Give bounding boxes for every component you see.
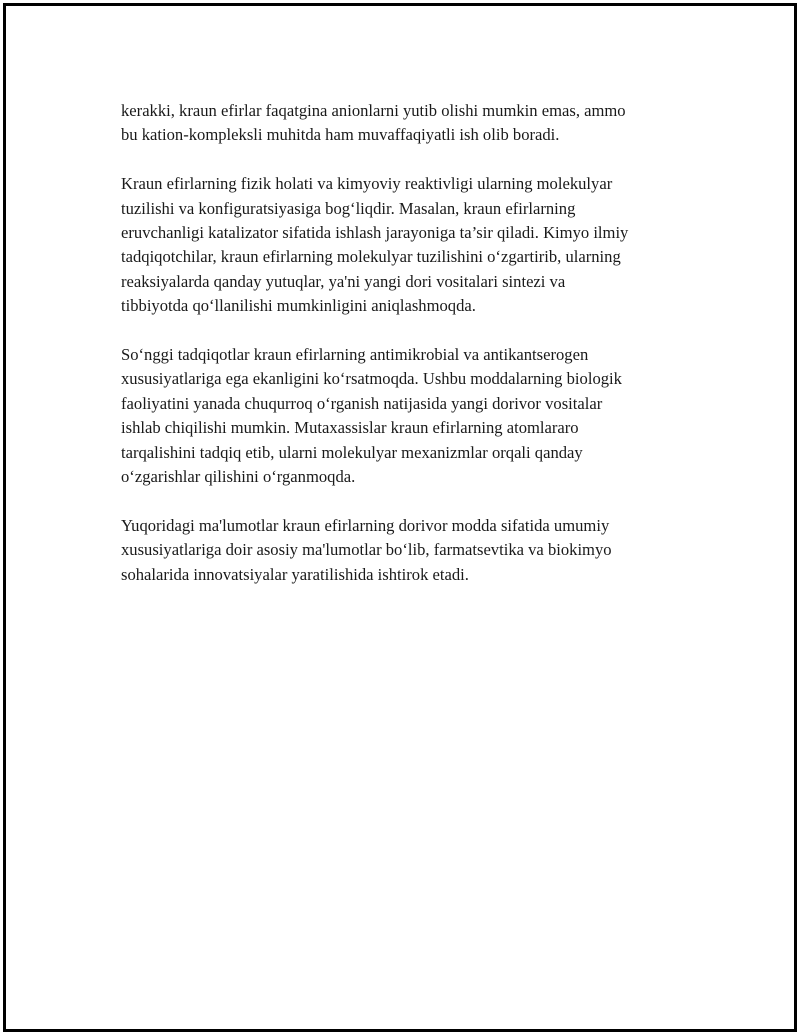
- paragraph-3: [121, 343, 711, 489]
- text-line: xususiyatlariga ega ekanligini ko‘rsatmoqda. Ushbu moddalarning biologik: [121, 369, 622, 389]
- text-line: eruvchanligi katalizator sifatida ishlash jarayoniga ta’sir qiladi. Kimyo ilmiy: [121, 223, 629, 243]
- text-line: tadqiqotchilar, kraun efirlarning molekulyar tuzilishini o‘zgartirib, ularning: [121, 247, 621, 267]
- text-line: tarqalishini tadqiq etib, ularni molekulyar mexanizmlar orqali qanday: [121, 442, 583, 462]
- text-line: ishlab chiqilishi mumkin. Mutaxassislar kraun efirlarning atomlararo: [121, 418, 579, 438]
- text-line: Yuqoridagi ma'lumotlar kraun efirlarning dorivor modda sifatida umumiy: [121, 515, 610, 535]
- document-body: [121, 99, 711, 611]
- text-line: reaksiyalarda qanday yutuqlar, ya'ni yangi dori vositalari sintezi va: [121, 271, 566, 291]
- text-line: tibbiyotda qo‘llanilishi mumkinligini aniqlashmoqda.: [121, 296, 476, 316]
- text-line: kerakki, kraun efirlar faqatgina anionlarni yutib olishi mumkin emas, ammo: [121, 101, 626, 120]
- paragraph-4: [121, 514, 711, 587]
- text-line: bu kation-kompleksli muhitda ham muvaffaqiyatli ish olib boradi.: [121, 125, 560, 145]
- text-line: o‘zgarishlar qilishini o‘rganmoqda.: [121, 467, 356, 487]
- text-line: So‘nggi tadqiqotlar kraun efirlarning antimikrobial va antikantserogen: [121, 345, 589, 365]
- page-frame: [3, 3, 797, 1032]
- paragraph-1: [121, 99, 711, 148]
- text-line: xususiyatlariga doir asosiy ma'lumotlar bo‘lib, farmatsevtika va biokimyo: [121, 540, 612, 560]
- text-line: tuzilishi va konfiguratsiyasiga bog‘liqdir. Masalan, kraun efirlarning: [121, 198, 576, 218]
- text-line: faoliyatini yanada chuqurroq o‘rganish natijasida yangi dorivor vositalar: [121, 393, 603, 413]
- text-line: Kraun efirlarning fizik holati va kimyoviy reaktivligi ularning molekulyar: [121, 174, 613, 194]
- text-line: sohalarida innovatsiyalar yaratilishida ishtirok etadi.: [121, 564, 469, 584]
- paragraph-2: [121, 172, 711, 318]
